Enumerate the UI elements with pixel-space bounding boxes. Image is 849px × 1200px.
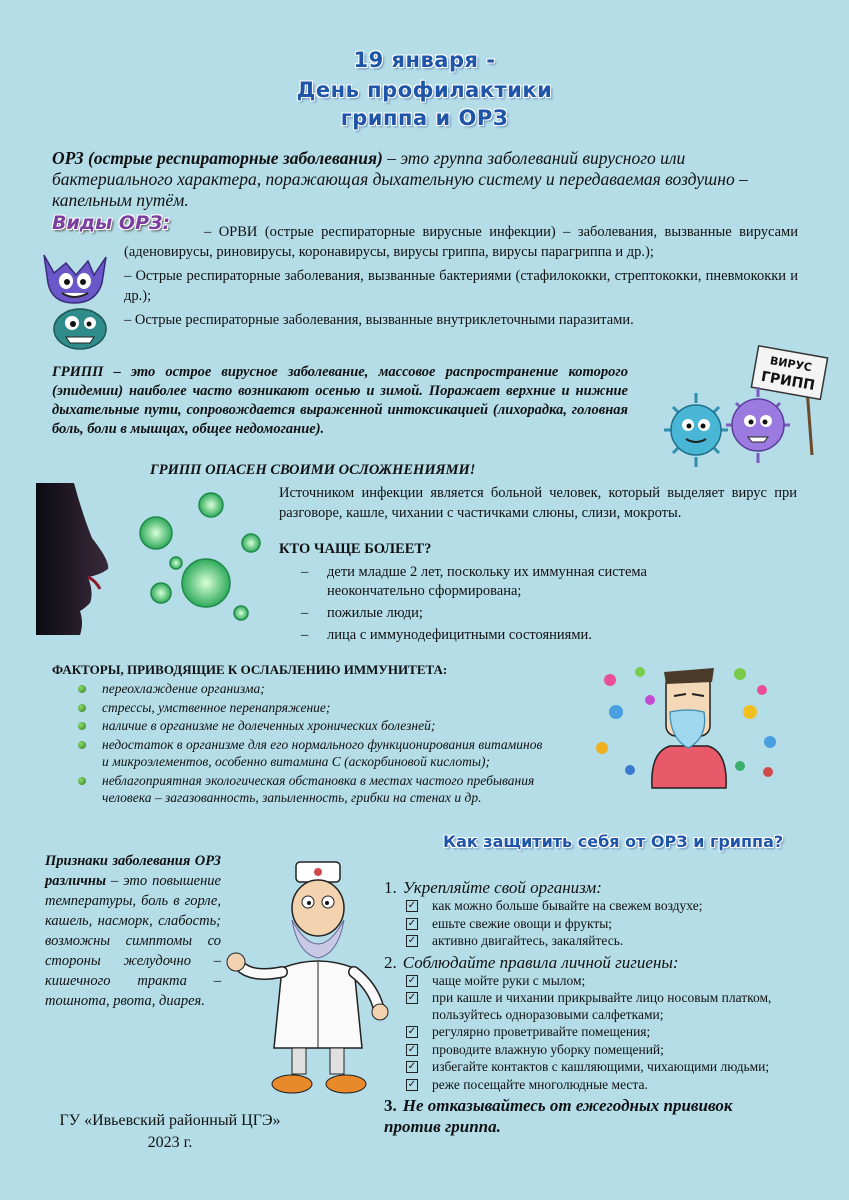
factors-title: ФАКТОРЫ, ПРИВОДЯЩИЕ К ОСЛАБЛЕНИЮ ИММУНИТЕТА: bbox=[52, 662, 448, 677]
types-item-parasites: – Острые респираторные заболевания, вызванные внутриклеточными паразитами. bbox=[124, 312, 634, 328]
blue-virus-icon bbox=[664, 393, 728, 467]
protect-item: ✓ при кашле и чихании прикрывайте лицо носовым платком, пользуйтесь одноразовыми салфетками; bbox=[407, 990, 772, 1022]
signs-head: Признаки заболевания ОРЗ различны bbox=[45, 853, 221, 889]
factor-item: переохлаждение организма; bbox=[52, 680, 552, 698]
who-item: – дети младше 2 лет, поскольку их иммунная система неокончательно сформирована; bbox=[279, 563, 719, 601]
factor-item: стрессы, умственное перенапряжение; bbox=[52, 699, 552, 717]
types-title: Виды ОРЗ: bbox=[52, 212, 171, 234]
factor-item: недостаток в организме для его нормального функционирования витаминов и микроэлементов, особенно витамина С (аскорбиновой кислоты); bbox=[52, 736, 552, 771]
footer-year: 2023 г. bbox=[147, 1134, 193, 1151]
sign-text-gripp: ГРИПП bbox=[759, 368, 817, 395]
checkbox-icon: ✓ bbox=[407, 1043, 417, 1055]
who-list bbox=[279, 563, 719, 645]
orz-definition-text: – это группа заболеваний вирусного или бактериального характера, поражающая дыхательную систему и передаваемая воздушно – капельным путём. bbox=[52, 148, 748, 210]
protect-sections bbox=[384, 877, 834, 1137]
orz-term: ОРЗ (острые респираторные заболевания) bbox=[52, 148, 383, 168]
checkbox-icon: ✓ bbox=[407, 1061, 417, 1072]
types-list bbox=[124, 222, 798, 330]
who-item: – лица с иммунодефицитными состояниями. bbox=[279, 626, 719, 645]
checkbox-icon: ✓ bbox=[407, 935, 417, 946]
virus-particles-icon bbox=[140, 493, 260, 620]
who-item: – пожилые люди; bbox=[279, 604, 719, 623]
title-line-1: 19 января - bbox=[353, 48, 496, 72]
purple-monster-icon bbox=[44, 255, 106, 303]
sick-man-illustration bbox=[590, 660, 785, 790]
sick-man-icon bbox=[652, 668, 726, 788]
who-title: КТО ЧАЩЕ БОЛЕЕТ? bbox=[279, 541, 432, 557]
gripp-definition: ГРИПП – это острое вирусное заболевание, массовое распространение которого (эпидемии) наиболее часто возникают осенью и зимой. Поражает верхние и нижние дыхательные пути, сопровождается выраженной интоксикацией (лихорадка, головная боль, боли в мышцах, общее недомогание). bbox=[52, 364, 628, 437]
signs-body: – это повышение температуры, боль в горле, кашель, насморк, слабость; возможны симптомы со стороны желудочно – кишечного тракта – тошнота, рвота, диарея. bbox=[45, 873, 221, 1009]
protect-section-2-head: 2. Соблюдайте правила личной гигиены: bbox=[384, 952, 679, 972]
protect-item: ✓ чаще мойте руки с мылом; bbox=[407, 972, 586, 988]
checkbox-icon: ✓ bbox=[407, 1078, 417, 1090]
protect-item: ✓ избегайте контактов с кашляющими, чихающими людьми; bbox=[407, 1059, 770, 1074]
monster-illustration bbox=[36, 245, 116, 355]
protect-item: ✓ реже посещайте многолюдные места. bbox=[407, 1076, 648, 1092]
factor-item: неблагоприятная экологическая обстановка в местах частого пребывания человека – загазованность, запыленность, грибки на стенах и др. bbox=[52, 772, 552, 807]
checkbox-icon: ✓ bbox=[407, 1026, 417, 1037]
protect-item: ✓ ешьте свежие овощи и фрукты; bbox=[407, 915, 613, 931]
checkbox-icon: ✓ bbox=[407, 900, 417, 911]
checkbox-icon: ✓ bbox=[407, 992, 417, 1003]
doctor-illustration bbox=[222, 858, 390, 1098]
footer-org: ГУ «Ивьевский районный ЦГЭ» bbox=[59, 1112, 281, 1129]
title-line-2: День профилактики bbox=[296, 78, 553, 102]
types-item-bacterial: – Острые респираторные заболевания, вызванные бактериями (стафилококки, стрептококки, пневмококки и др.); bbox=[124, 268, 798, 304]
gripp-danger: ГРИПП ОПАСЕН СВОИМИ ОСЛОЖНЕНИЯМИ! bbox=[150, 462, 476, 478]
sneeze-illustration bbox=[36, 483, 274, 635]
virus-characters-illustration bbox=[656, 345, 831, 470]
protect-section-2-list bbox=[384, 973, 834, 1094]
orz-definition bbox=[52, 148, 797, 211]
doctor-icon bbox=[227, 862, 388, 1093]
protect-item: ✓ как можно больше бывайте на свежем воздухе; bbox=[407, 898, 703, 913]
protect-section-1-head: 1. Укрепляйте свой организм: bbox=[384, 878, 602, 897]
checkbox-icon: ✓ bbox=[407, 974, 417, 986]
gripp-source: Источником инфекции является больной человек, который выделяет вирус при разговоре, кашле, чихании с частичками слюны, слизи, мокроты. bbox=[279, 485, 797, 521]
signs-text bbox=[45, 851, 221, 1011]
purple-virus-icon bbox=[726, 387, 790, 463]
protect-section-3-head: 3. Не отказывайтесь от ежегодных прививок против гриппа. bbox=[384, 1096, 733, 1136]
types-item-orvi: – ОРВИ (острые респираторные вирусные инфекции) – заболевания, вызванные вирусами (аденовирусы, риновирусы, коронавирусы, вирусы гриппа, вирусы парагриппа и др.); bbox=[124, 224, 798, 260]
protect-item: ✓ проводите влажную уборку помещений; bbox=[407, 1041, 664, 1057]
face-silhouette-icon bbox=[36, 483, 108, 635]
factor-item: наличие в организме не долеченных хронических болезней; bbox=[52, 717, 552, 735]
footer bbox=[40, 1110, 300, 1154]
protect-item: ✓ активно двигайтесь, закаляйтесь. bbox=[407, 933, 624, 948]
protect-section-1-list bbox=[384, 898, 834, 950]
checkbox-icon: ✓ bbox=[407, 917, 417, 929]
title-line-3: гриппа и ОРЗ bbox=[340, 106, 509, 130]
protect-item: ✓ регулярно проветривайте помещения; bbox=[407, 1024, 651, 1039]
protect-title: Как защитить себя от ОРЗ и гриппа? bbox=[443, 832, 784, 851]
green-monster-icon bbox=[54, 309, 106, 349]
factors-list bbox=[52, 680, 552, 808]
sign-text-virus: ВИРУС bbox=[769, 354, 813, 375]
